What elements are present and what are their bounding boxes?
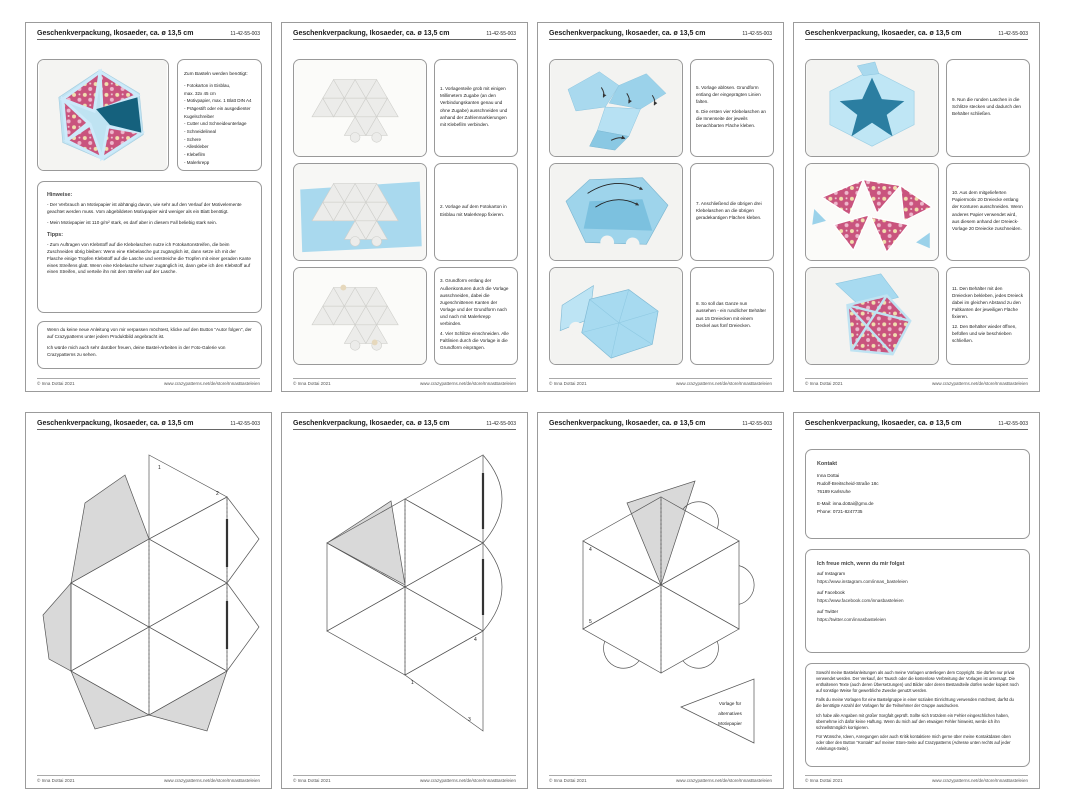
footer-copyright: © Inna Dottai 2021	[549, 778, 587, 783]
header-rule	[293, 39, 516, 40]
step-text: 1. Vorlagenteile grob mit einigen Millimetern Zugabe (an den Verbindungskanten genau und ohne Zugabe) ausschneiden und anhand der Zahlenmarkierungen mit Klebefilm verbinden.	[440, 86, 508, 127]
footer-url: www.crazypatterns.net/de/store/InnasBasteleien	[675, 381, 772, 386]
footer-copyright: © Inna Dottai 2021	[805, 778, 843, 783]
photo-decorated-box	[805, 267, 939, 365]
step-text: 11. Den Behälter mit den Dreiecken bekleben, jedes Dreieck dabei im gleichen Abstand zu den Faltkanten der jeweiligen Fläche fixieren.	[952, 285, 1023, 319]
sheet-header	[549, 420, 772, 430]
header-rule	[549, 429, 772, 430]
page-title: Geschenkverpackung, Ikosaeder, ca. ø 13,5 cm	[805, 30, 962, 37]
materials-line: Kugelschreiber	[184, 113, 215, 119]
step-text: 9. Nun die runden Laschen in die Schlitze stecken und dadurch den Behälter schließen.	[952, 96, 1021, 117]
step-text: 12. Den Behälter wieder öffnen, befüllen und wie beschrieben schließen.	[952, 324, 1017, 344]
sheet-header	[805, 420, 1028, 430]
header-rule	[37, 39, 260, 40]
motif-triangles-image	[806, 164, 938, 260]
tipps-title: Tipps:	[47, 231, 64, 238]
sheet-header	[293, 420, 516, 430]
doc-code: 11-42-55-003	[230, 31, 260, 37]
instagram-link[interactable]: https://www.instagram.com/innas_basteleien	[817, 579, 908, 584]
follow-text: Ich würde mich auch sehr darüber freuen, deine Bastel-Arbeiten in der Foto-Galerie von Crazypatterns zu sehen.	[47, 345, 226, 357]
sheet-footer	[37, 775, 260, 783]
contact-box	[805, 449, 1030, 539]
footer-copyright: © Inna Dottai 2021	[805, 381, 843, 386]
step-instruction-box	[946, 267, 1030, 365]
header-rule	[293, 429, 516, 430]
contact-email: E-Mail: inna.dottai@gmx.de	[817, 500, 874, 506]
doc-code: 11-42-55-003	[998, 421, 1028, 427]
template-drawing-2	[293, 439, 518, 769]
materials-line: - Klebefilm	[184, 151, 206, 157]
materials-line: - Malerkrepp	[184, 159, 210, 165]
copyright-text: Sowohl meine Bastelanleitungen als auch meine Vorlagen unterliegen dem Copyright. Sie dürfen nur privat verwendet werden. Der Verkauf, der Tausch oder die kostenlose Verbreitung der Vorlagen ist untersagt. Die enthaltenen Texte (auch deren Übersetzungen) und Bilder oder deren Bestandteile dürfen weder kopiert noch auf sonstige Weise für gewerbliche Zwecke genutzt werden.	[816, 670, 1019, 694]
follow-text: Wenn du keine neue Anleitung von mir verpassen möchtest, klicke auf den Button "Autor folgen", der auf Crazypatterns unter jedem Produktbild angebracht ist.	[47, 327, 252, 340]
twitter-link[interactable]: https://twitter.com/innasbasteleien	[817, 616, 886, 622]
sheet-page-2[interactable]	[281, 22, 528, 392]
materials-line: - Schneidelineal	[184, 128, 217, 134]
step-text: 8. So soll das Ganze nun aussehen - ein rundlicher Behälter aus 15 Dreiecken mit einem Deckel aus fünf Dreiecken.	[696, 301, 766, 328]
contact-city: 76189 Karlsruhe	[817, 489, 851, 495]
copyright-text: Falls du meine Vorlagen für eine Bastelgruppe in einer sozialen Einrichtung verwenden möchtest, darfst du die benötigte Anzahl der Vorlagen für die Teilnehmer der Gruppe ausdrucken.	[816, 697, 1014, 709]
photo-container-with-lid	[549, 267, 683, 365]
connection-marker: 3	[468, 717, 471, 723]
social-follow-box	[805, 549, 1030, 653]
step-instruction-box	[946, 163, 1030, 261]
sheet-page-1[interactable]	[25, 22, 272, 392]
photo-baseform-cut	[293, 267, 427, 365]
tipp-text: - Zum Auftragen von Klebstoff auf die Klebelaschen nutze ich Fotokartonstreifen, die beim Zuschneiden übrig bleiben: Wenn eine Klebelasche gut zugänglich ist, dann setze ich mit der Flasche einige Tropfen Klebstoff auf die Lasche und verstreiche die Tropfen mit einer geraden Kante eines Streifens glatt. Wenn eine Klebelasche schwer zugänglich ist, dann gebe ich den Klebstoff auf einen Streifen, und verteile ihn mit dem Streifen auf der Lasche.	[47, 241, 251, 275]
step-text: 6. Die ersten vier Klebelaschen an die Innenseite der jeweils benachbarten Fläche kleben.	[696, 109, 766, 129]
materials-line: max. 32x 45 cm	[184, 90, 216, 96]
closed-top-star-image	[806, 60, 938, 156]
materials-box	[177, 59, 262, 171]
template-drawing-3	[549, 439, 774, 769]
sheet-header	[293, 30, 516, 40]
materials-line: - Motivpapier, max. 1 Blatt DIN A4	[184, 98, 252, 104]
header-rule	[549, 39, 772, 40]
doc-code: 11-42-55-003	[742, 421, 772, 427]
gluing-flaps-image	[550, 164, 682, 260]
materials-line: - Schere	[184, 136, 202, 142]
connection-marker: 5	[589, 619, 592, 625]
footer-url: www.crazypatterns.net/de/store/InnasBasteleien	[931, 778, 1028, 783]
sheet-page-7[interactable]	[537, 412, 784, 789]
step-instruction-box	[434, 267, 518, 365]
materials-line: - Cutter und Schneideunterlage	[184, 121, 247, 127]
step-text: 4. Vier Schlitze einschneiden. Alle Faltlinien durch die Vorlage in die Grundform einprägen.	[440, 331, 509, 351]
photo-motif-triangles	[805, 163, 939, 261]
header-rule	[805, 39, 1028, 40]
alt-motif-caption-line: alternatives	[718, 711, 742, 716]
materials-line: - Fotokarton in Eisblau,	[184, 83, 231, 89]
photo-template-on-cardboard	[293, 163, 427, 261]
hinweise-title: Hinweise:	[47, 192, 73, 198]
contact-street: Rudolf-Breitscheid-Straße 18c	[817, 480, 879, 486]
facebook-label: auf Facebook	[817, 589, 845, 595]
doc-code: 11-42-55-003	[998, 31, 1028, 37]
doc-code: 11-42-55-003	[486, 421, 516, 427]
step-text: 10. Aus dem mitgelieferten Papiermotiv 20 Dreiecke entlang der Konturen ausschneiden. Wenn anderes Papier verwendet wird, aus diesem anhand der Dreieck-Vorlage 20 Dreiecke zuschneiden.	[952, 190, 1023, 231]
sheet-header	[549, 30, 772, 40]
page-title: Geschenkverpackung, Ikosaeder, ca. ø 13,5 cm	[805, 420, 962, 427]
footer-copyright: © Inna Dottai 2021	[293, 381, 331, 386]
alt-motif-caption-line: Motivpapier	[718, 721, 742, 726]
decorated-box-image	[806, 268, 938, 364]
footer-copyright: © Inna Dottai 2021	[293, 778, 331, 783]
folded-form-image	[550, 60, 682, 156]
sheet-footer	[293, 775, 516, 783]
materials-line: - Prägestift oder ein ausgedienter	[184, 106, 251, 112]
container-with-lid-image	[550, 268, 682, 364]
step-instruction-box	[690, 163, 774, 261]
sheet-page-5[interactable]	[25, 412, 272, 789]
template-cutout-image	[294, 60, 426, 156]
sheet-page-6[interactable]	[281, 412, 528, 789]
step-instruction-box	[946, 59, 1030, 157]
hinweis-text: - Der Verbrauch an Motivpapier ist abhängig davon, wie sehr auf den Verlauf der Motivelemente geachtet werden muss. Vom abgebildeten Motivpapier wird weniger als ein Blatt benötigt.	[47, 202, 242, 214]
alt-motif-caption-line: Vorlage für	[718, 701, 742, 706]
sheet-header	[805, 30, 1028, 40]
contact-phone: Phone: 0721-8247735	[817, 509, 863, 515]
sheet-header	[37, 420, 260, 430]
page-title: Geschenkverpackung, Ikosaeder, ca. ø 13,5 cm	[549, 420, 706, 427]
contact-title: Kontakt	[817, 461, 838, 467]
footer-copyright: © Inna Dottai 2021	[549, 381, 587, 386]
sheet-footer	[293, 378, 516, 386]
footer-copyright: © Inna Dottai 2021	[37, 381, 75, 386]
step-text: 5. Vorlage ablösen. Grundform entlang der eingeprägten Linien falten.	[696, 84, 761, 104]
photo-closed-top-star	[805, 59, 939, 157]
baseform-cut-image	[294, 268, 426, 364]
copyright-text: Für Wünsche, Ideen, Anregungen oder auch Kritik kontaktiere mich gerne über meine Kontaktdaten oben oder über den Button "Kontakt" auf meiner Store-Seite auf Crazypatterns (Adresse unten rechts auf jeder Anleitungs-Seite).	[816, 733, 1011, 752]
doc-code: 11-42-55-003	[742, 31, 772, 37]
connection-marker: 2	[216, 491, 219, 497]
footer-url: www.crazypatterns.net/de/store/InnasBasteleien	[163, 381, 260, 386]
sheet-footer	[549, 775, 772, 783]
sheet-page-4[interactable]	[793, 22, 1040, 392]
sheet-footer	[37, 378, 260, 386]
step-instruction-box	[690, 59, 774, 157]
finished-icosahedron-image	[38, 60, 168, 170]
sheet-page-8[interactable]	[793, 412, 1040, 789]
instagram-label: auf Instagram	[817, 571, 846, 577]
photo-gluing-flaps	[549, 163, 683, 261]
author-follow-box	[37, 321, 262, 369]
sheet-footer	[805, 775, 1028, 783]
footer-url: www.crazypatterns.net/de/store/InnasBasteleien	[419, 778, 516, 783]
template-drawing-1	[37, 439, 262, 769]
step-instruction-box	[690, 267, 774, 365]
photo-folded-form	[549, 59, 683, 157]
connection-marker: 4	[589, 547, 592, 553]
hinweis-text: - Mein Motivpapier ist 110 g/m² stark, es darf aber in diesem Fall beliebig stark sein.	[47, 219, 217, 225]
sheet-page-3[interactable]	[537, 22, 784, 392]
sheet-footer	[805, 378, 1028, 386]
footer-copyright: © Inna Dottai 2021	[37, 778, 75, 783]
page-title: Geschenkverpackung, Ikosaeder, ca. ø 13,5 cm	[37, 420, 194, 427]
connection-marker: 4	[474, 637, 477, 643]
doc-code: 11-42-55-003	[230, 421, 260, 427]
photo-finished-icosahedron	[37, 59, 169, 171]
footer-url: www.crazypatterns.net/de/store/InnasBasteleien	[419, 381, 516, 386]
header-rule	[805, 429, 1028, 430]
footer-url: www.crazypatterns.net/de/store/InnasBasteleien	[163, 778, 260, 783]
sheet-footer	[549, 378, 772, 386]
connection-marker: 1	[411, 680, 414, 686]
sheet-header	[37, 30, 260, 40]
page-title: Geschenkverpackung, Ikosaeder, ca. ø 13,5 cm	[293, 420, 450, 427]
header-rule	[37, 429, 260, 430]
step-instruction-box	[434, 163, 518, 261]
template-on-cardboard-image	[294, 164, 426, 260]
page-title: Geschenkverpackung, Ikosaeder, ca. ø 13,5 cm	[549, 30, 706, 37]
materials-line: - Alleskleber	[184, 144, 209, 150]
step-instruction-box	[434, 59, 518, 157]
step-text: 2. Vorlage auf dem Fotokarton in Eisblau mit Malerkrepp fixieren.	[440, 204, 507, 217]
contact-name: Inna Dottai	[817, 472, 840, 478]
doc-code: 11-42-55-003	[486, 31, 516, 37]
photo-template-cutout	[293, 59, 427, 157]
connection-marker: 1	[158, 465, 161, 471]
facebook-link[interactable]: https://www.facebook.com/innasbasteleien	[817, 597, 904, 603]
copyright-text: Ich habe alle Angaben mit großer Sorgfalt geprüft. Sollte sich trotzdem ein Fehler eingeschlichen haben, übernehme ich dafür keine Haftung. Wenn du mich auf den etwaigen Fehler hinweist, werde ich ihn schnellstmöglich korrigieren.	[816, 712, 1009, 730]
step-text: 3. Grundform entlang der Außenkonturen durch die Vorlage ausschneiden, dabei die zugeschnittenen Kanten der Vorlage und der Grundform nach und nach mit Malerkrepp verbinden.	[440, 278, 509, 327]
materials-title: Zum Basteln werden benötigt:	[184, 72, 248, 77]
social-follow-title: Ich freue mich, wenn du mir folgst	[817, 561, 905, 567]
page-title: Geschenkverpackung, Ikosaeder, ca. ø 13,5 cm	[293, 30, 450, 37]
notes-box	[37, 181, 262, 313]
step-text: 7. Anschließend die übrigen drei Klebelaschen an die übrigen geradekantigen Flächen kleben.	[696, 200, 762, 221]
footer-url: www.crazypatterns.net/de/store/InnasBasteleien	[675, 778, 772, 783]
copyright-box	[805, 663, 1030, 767]
page-title: Geschenkverpackung, Ikosaeder, ca. ø 13,5 cm	[37, 30, 194, 37]
footer-url: www.crazypatterns.net/de/store/InnasBasteleien	[931, 381, 1028, 386]
twitter-label: auf Twitter	[817, 608, 839, 614]
